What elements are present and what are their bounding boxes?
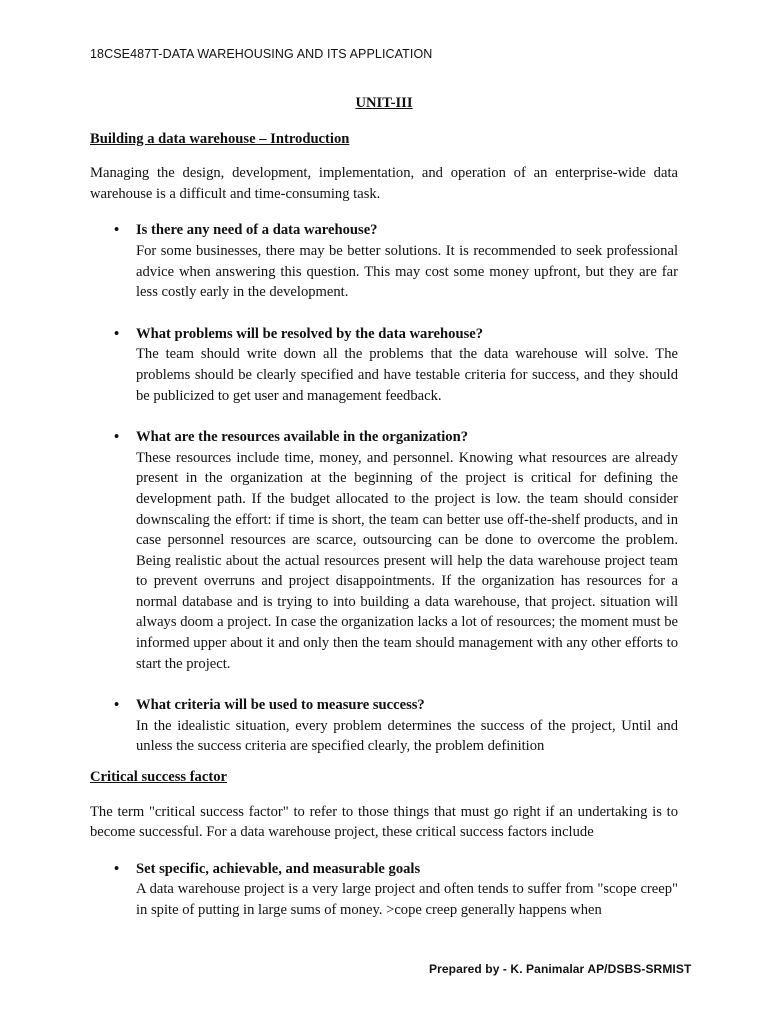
- bullet-icon: •: [114, 429, 120, 446]
- bullet-icon: •: [114, 697, 120, 714]
- list-item-question: What criteria will be used to measure success?: [136, 697, 425, 714]
- list-item: [90, 220, 678, 302]
- list-item: [90, 324, 678, 406]
- question-list: [90, 220, 678, 757]
- intro-paragraph: Managing the design, development, implementation, and operation of an enterprise-wide data warehouse is a difficult and time-consuming task.: [90, 165, 678, 202]
- list-item-answer: In the idealistic situation, every problem determines the success of the project, Until and unless the success criteria are specified clearly, the problem definition: [136, 717, 678, 755]
- unit-title: UNIT-III: [355, 95, 413, 111]
- list-item-question: Is there any need of a data warehouse?: [136, 222, 378, 239]
- list-item: [90, 859, 678, 921]
- csf-list: [90, 859, 678, 921]
- section-heading-introduction: Building a data warehouse – Introduction: [90, 130, 350, 147]
- bullet-icon: •: [114, 860, 120, 877]
- list-item-answer: These resources include time, money, and personnel. Knowing what resources are already present in the organization at the beginning of the project is critical for defining the development path. If the budget allocated to the project is low. the team should consider downscaling the effort: if time is short, the team can better use off-the-shelf products, and in case personnel resources are scarce, outsourcing can be done to overcome the problem. Being realistic about the actual resources present will help the data warehouse project team to prevent overruns and project disappointments. If the organization has resources for a normal database and is trying to into building a data warehouse, that project. situation will always doom a project. In case the organization lacks a lot of resources; the moment must be informed upper about it and only then the team should management with any other efforts to start the project.: [136, 449, 678, 672]
- list-item-question: What problems will be resolved by the data warehouse?: [136, 325, 484, 342]
- bullet-icon: •: [114, 222, 120, 239]
- list-item-answer: A data warehouse project is a very large project and often tends to suffer from "scope creep" in spite of putting in large sums of money. >cope creep generally happens when: [136, 881, 678, 918]
- document-body: [90, 93, 678, 942]
- list-item: [90, 427, 678, 674]
- section-heading-critical-success-factor: Critical success factor: [90, 769, 227, 786]
- list-item-question: Set specific, achievable, and measurable goals: [136, 860, 421, 877]
- course-header: 18CSE487T-DATA WAREHOUSING AND ITS APPLICATION: [90, 47, 433, 61]
- bullet-icon: •: [114, 325, 120, 342]
- list-item-answer: The team should write down all the problems that the data warehouse will solve. The problems should be clearly specified and have testable criteria for success, and they should be publicized to get user and management feedback.: [136, 346, 678, 404]
- list-item-question: What are the resources available in the organization?: [136, 429, 468, 446]
- list-item: [90, 695, 678, 757]
- csf-intro-paragraph: The term "critical success factor" to refer to those things that must go right if an undertaking is to become successful. For a data warehouse project, these critical success factors include: [90, 803, 678, 841]
- prepared-by-footer: Prepared by - K. Panimalar AP/DSBS-SRMIST: [429, 962, 692, 976]
- list-item-answer: For some businesses, there may be better solutions. It is recommended to seek professional advice when answering this question. This may cost some money upfront, but they are far less costly early in the development.: [136, 242, 678, 301]
